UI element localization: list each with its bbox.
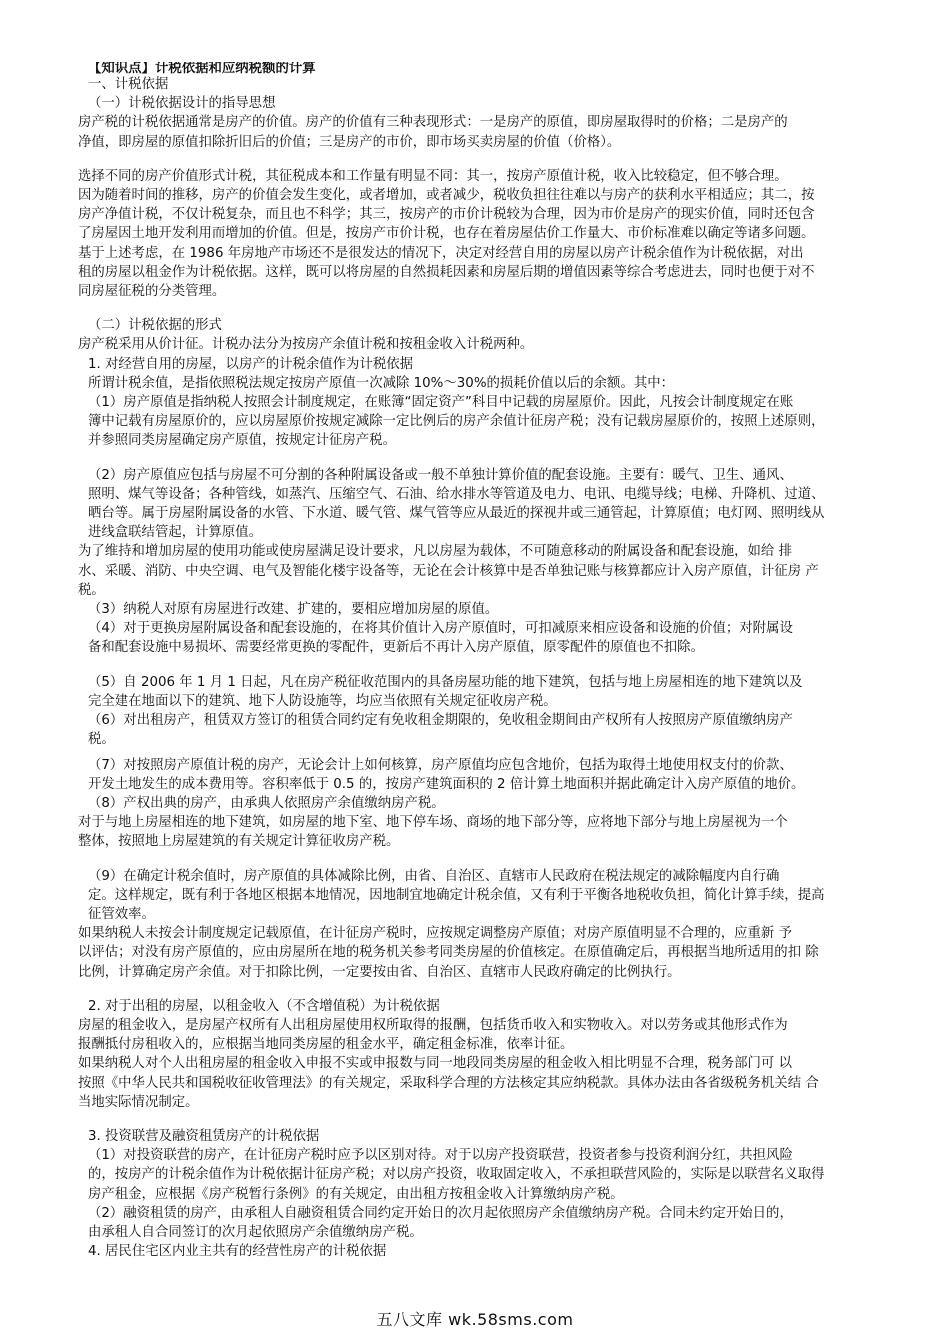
- subsection-heading-2: [56, 316, 894, 335]
- text-line: 进线盒联结管起，计算原值。: [88, 525, 263, 541]
- text-line: 按照《中华人民共和国税收征收管理法》的有关规定，采取科学合理的方法核定其应纳税款。具体办法由各省级税务机关结 合: [78, 1075, 819, 1091]
- paragraph: [56, 1016, 894, 1054]
- paragraph: [56, 813, 894, 851]
- text-line: 3. 投资联营及融资租赁房产的计税依据: [88, 1128, 320, 1144]
- text-line: （4）对于更换房屋附属设备和配套设施的，在将其价值计入房产原值时，可扣减原来相应设备和设施的价值；对附属设: [88, 621, 793, 637]
- text-line: 4. 居民住宅区内业主共有的经营性房产的计税依据: [88, 1244, 387, 1260]
- text-line: 同房屋征税的分类管理。: [78, 284, 226, 300]
- paragraph: [56, 244, 894, 302]
- paragraph: [56, 924, 894, 982]
- text-line: （3）纳税人对原有房屋进行改建、扩建的，要相应增加房屋的原值。: [88, 602, 499, 618]
- text-line: 一、计税依据: [88, 77, 169, 92]
- text-line: （1）对投资联营的房产，在计征房产税时应予以区别对待。对于以房产投资联营，投资者参与投资利润分红，共担风险: [88, 1148, 793, 1164]
- text-line: 完全建在地面以下的建筑、地下人防设施等，均应当依照有关规定征收房产税。: [88, 693, 557, 709]
- text-line: 房产税的计税依据通常是房产的价值。房产的价值有三种表现形式：一是房产的原值，即房屋取得时的价格；二是房产的: [78, 115, 788, 131]
- numbered-heading-4: [56, 1242, 894, 1261]
- text-line: 2. 对于出租的房屋，以租金收入（不含增值税）为计税依据: [88, 998, 440, 1014]
- text-line: （2）融资租赁的房产，由承租人自融资租赁合同约定开始日的次月起依照房产余值缴纳房产税。合同未约定开始日的，: [88, 1205, 793, 1221]
- paragraph: [56, 867, 894, 925]
- text-line: （9）在确定计税余值时，房产原值的具体减除比例，由省、自治区、直辖市人民政府在税法规定的减除幅度内自行确: [88, 868, 780, 884]
- numbered-heading-2: [56, 997, 894, 1016]
- text-line: 如果纳税人未按会计制度规定记载原值，在计征房产税时，应按规定调整房产原值；对房产原值明显不合理的，应重新 予: [78, 926, 792, 942]
- text-line: 报酬抵付房租收入的，应根据当地同类房屋的租金水平，确定租金标准，依率计征。: [78, 1037, 574, 1053]
- paragraph: [56, 1204, 894, 1242]
- text-line: 开发土地发生的成本费用等。容积率低于 0.5 的，按房产建筑面积的 2 倍计算土地面积并据此确定计入房产原值的地价。: [88, 776, 805, 792]
- text-line: 税。: [78, 582, 105, 598]
- text-line: 租的房屋以租金作为计税依据。这样，既可以将房屋的自然损耗因素和房屋后期的增值因素等综合考虑进去，同时也便于对不: [78, 264, 815, 280]
- paragraph: [56, 393, 894, 451]
- paragraph: [56, 542, 894, 600]
- text-line: （6）对出租房产，租赁双方签订的租赁合同约定有免收租金期限的，免收租金期间由产权所有人按照房产原值缴纳房产: [88, 713, 793, 729]
- subsection-heading-1: [56, 94, 894, 113]
- text-line: 的，按房产的计税余值作为计税依据计征房产税；对以房产投资，收取固定收入，不承担联营风险的，实际是以联营名义取得: [88, 1167, 825, 1183]
- paragraph: [56, 1054, 894, 1112]
- text-line: 备和配套设施中易损坏、需要经常更换的零配件，更新后不再计入房产原值，原零配件的原值也不扣除。: [88, 640, 704, 656]
- paragraph: [56, 673, 894, 711]
- text-line: 了房屋因土地开发利用而增加的价值。但是，按房产市价计税，也存在着房屋估价工作量大、市价标准难以确定等诸多问题。: [78, 226, 815, 242]
- paragraph: [56, 167, 894, 244]
- text-line: 当地实际情况制定。: [78, 1094, 199, 1110]
- paragraph: [56, 374, 894, 393]
- text-line: （二）计税依据的形式: [88, 318, 222, 334]
- paragraph: [56, 619, 894, 657]
- text-line: 征管效率。: [88, 906, 155, 922]
- text-line: 【知识点】计税依据和应纳税额的计算: [88, 62, 316, 75]
- paragraph: [56, 711, 894, 749]
- text-line: 为了维持和增加房屋的使用功能或使房屋满足设计要求，凡以房屋为载体，不可随意移动的附属设备和配套设施，如给 排: [78, 544, 792, 560]
- knowledge-point-title: [56, 62, 894, 75]
- text-line: 定。这样规定，既有利于各地区根据本地情况，因地制宜地确定计税余值，又有利于平衡各地税收负担，简化计算手续，提高: [88, 887, 825, 903]
- text-line: 整体，按照地上房屋建筑的有关规定计算征收房产税。: [78, 834, 400, 850]
- text-line: 簿中记载有房屋原价的，应以房屋原价按规定减除一定比例后的房产余值计征房产税；没有记载房屋原价的，按照上述原则，: [88, 414, 825, 430]
- text-line: 基于上述考虑，在 1986 年房地产市场还不是很发达的情况下，决定对经营自用的房屋以房产计税余值作为计税依据，对出: [78, 245, 804, 261]
- numbered-heading-3: [56, 1127, 894, 1146]
- paragraph: [56, 756, 894, 794]
- text-line: 水、采暖、消防、中央空调、电气及智能化楼宇设备等，无论在会计核算中是否单独记账与核算都应计入房产原值，计征房 产: [78, 563, 819, 579]
- text-line: 因为随着时间的推移，房产的价值会发生变化，或者增加，或者减少，税收负担往往难以与房产的获利水平相适应；其二，按: [78, 188, 815, 204]
- paragraph: [56, 466, 894, 543]
- text-line: 以评估；对没有房产原值的，应由房屋所在地的税务机关参考同类房屋的价值核定。在原值确定后，再根据当地所适用的扣 除: [78, 945, 819, 961]
- text-line: 房屋的租金收入，是房屋产权所有人出租房屋使用权所取得的报酬，包括货币收入和实物收入。对以劳务或其他形式作为: [78, 1017, 788, 1033]
- paragraph: [56, 794, 894, 813]
- numbered-heading-1: [56, 355, 894, 374]
- text-line: （7）对按照房产原值计税的房产，无论会计上如何核算，房产原值均应包含地价，包括为取得土地使用权支付的价款、: [88, 757, 793, 773]
- paragraph: [56, 335, 894, 354]
- text-line: （5）自 2006 年 1 月 1 日起，凡在房产税征收范围内的具备房屋功能的地下建筑，包括与地上房屋相连的地下建筑以及: [88, 674, 803, 690]
- text-line: 并参照同类房屋确定房产原值，按规定计征房产税。: [88, 433, 396, 449]
- text-line: 所谓计税余值，是指依照税法规定按房产原值一次减除 10%～30%的损耗价值以后的余额。其中：: [88, 375, 675, 391]
- text-line: （2）房产原值应包括与房屋不可分割的各种附属设备或一般不单独计算价值的配套设施。主要有：暖气、卫生、通风、: [88, 467, 793, 483]
- text-line: 税。: [88, 732, 115, 748]
- footer-watermark: 五八文库 wk.58sms.com: [376, 1310, 574, 1329]
- section-heading-1: [56, 75, 894, 94]
- text-line: 如果纳税人对个人出租房屋的租金收入申报不实或申报数与同一地段同类房屋的租金收入相比明显不合理，税务部门可 以: [78, 1056, 792, 1072]
- text-line: 房产净值计税，不仅计税复杂，而且也不科学；其三，按房产的市价计税较为合理，因为市价是房产的现实价值，同时还包含: [78, 207, 815, 223]
- text-line: 比例，计算确定房产余值。对于扣除比例，一定要按由省、自治区、直辖市人民政府确定的比例执行。: [78, 964, 681, 980]
- text-line: 由承租人自合同签订的次月起依照房产余值缴纳房产税。: [88, 1224, 423, 1240]
- text-line: 照明、煤气等设备；各种管线，如蒸汽、压缩空气、石油、给水排水等管道及电力、电讯、电缆导线；电梯、升降机、过道、: [88, 486, 825, 502]
- text-line: （一）计税依据设计的指导思想: [88, 96, 276, 112]
- text-line: （8）产权出典的房产，由承典人依照房产余值缴纳房产税。: [88, 795, 445, 811]
- text-line: 房产税采用从价计征。计税办法分为按房产余值计税和按租金收入计税两种。: [78, 337, 534, 353]
- text-line: 选择不同的房产价值形式计税，其征税成本和工作量有明显不同：其一，按房产原值计税，收入比较稳定，但不够合理。: [78, 168, 788, 184]
- text-line: （1）房产原值是指纳税人按照会计制度规定，在账簿“固定资产”科目中记载的房屋原价。因此，凡按会计制度规定在账: [88, 395, 794, 411]
- text-line: 对于与地上房屋相连的地下建筑，如房屋的地下室、地下停车场、商场的地下部分等，应将地下部分与地上房屋视为一个: [78, 815, 788, 831]
- paragraph: [56, 113, 894, 151]
- text-line: 净值，即房屋的原值扣除折旧后的价值；三是房产的市价，即市场买卖房屋的价值（价格）。: [78, 134, 621, 150]
- text-line: 房产租金，应根据《房产税暂行条例》的有关规定，由出租方按租金收入计算缴纳房产税。: [88, 1186, 624, 1202]
- paragraph: [56, 1146, 894, 1204]
- paragraph: [56, 600, 894, 619]
- text-line: 1. 对经营自用的房屋，以房产的计税余值作为计税依据: [88, 356, 414, 372]
- text-line: 晒台等。属于房屋附属设备的水管、下水道、暖气管、煤气管等应从最近的探视井或三通管起，计算原值；电灯网、照明线从: [88, 506, 825, 522]
- document-body: [56, 62, 894, 1261]
